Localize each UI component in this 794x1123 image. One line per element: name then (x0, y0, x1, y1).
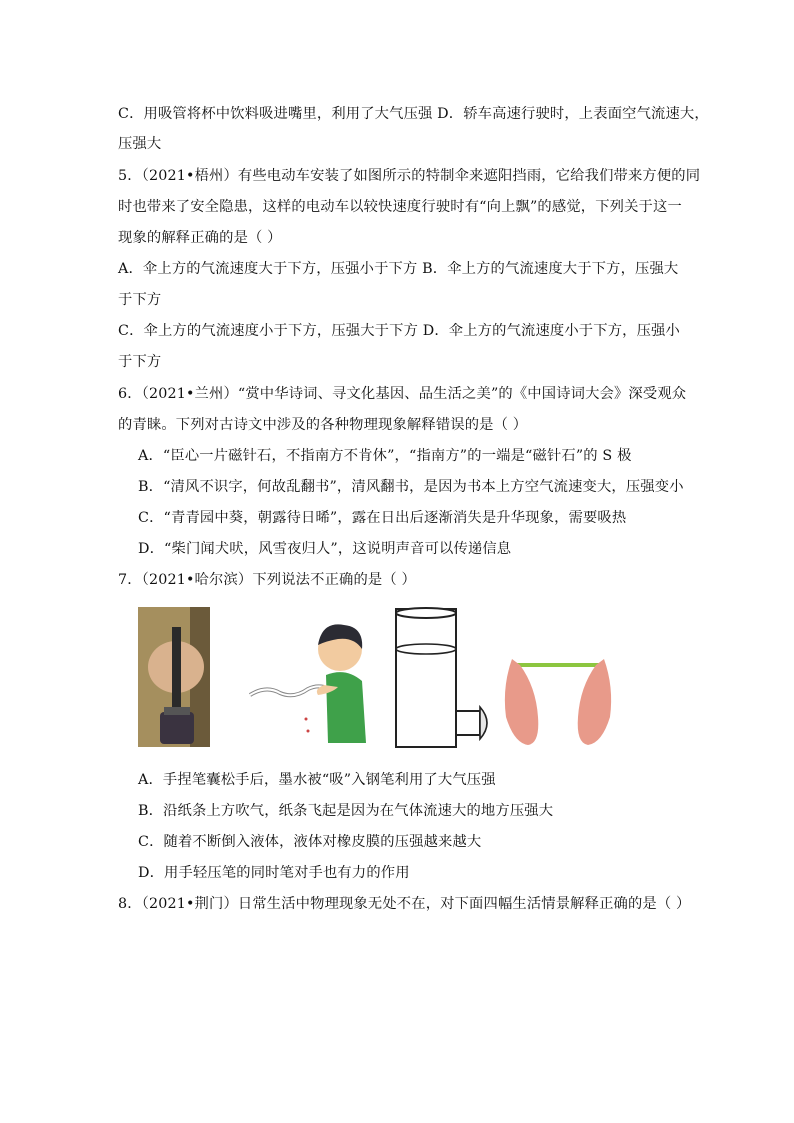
question-6-option-c: C．“青青园中葵，朝露待日晞”，露在日出后逐渐消失是升华现象，需要吸热 (138, 510, 627, 526)
question-5-option-ab: A．伞上方的气流速度大于下方，压强小于下方 B．伞上方的气流速度大于下方，压强大 (118, 261, 679, 277)
question-6-option-a: A．“臣心一片磁针石，不指南方不肯休”，“指南方”的一端是“磁针石”的 S 极 (138, 448, 632, 464)
pen-hand-illustration (138, 607, 210, 747)
liquid-container-illustration (392, 607, 492, 751)
question-5-option-b-cont: 于下方 (118, 292, 162, 308)
fountain-pen-photo (138, 607, 210, 747)
question-5-stem-2: 时也带来了安全隐患，这样的电动车以较快速度行驶时有“向上飘”的感觉，下列关于这一 (118, 199, 682, 215)
question-4-option-d-cont: 压强大 (118, 136, 162, 152)
question-5-stem-3: 现象的解释正确的是（ ） (118, 230, 282, 246)
question-6-stem-1: 6．（2021•兰州）“赏中华诗词、寻文化基因、品生活之美”的《中国诗词大会》深受观众 (118, 386, 687, 402)
hands-pressing-pencil-illustration (498, 647, 618, 751)
question-7-stem: 7．（2021•哈尔滨）下列说法不正确的是（ ） (118, 572, 416, 588)
question-5-option-cd: C．伞上方的气流速度小于下方，压强大于下方 D．伞上方的气流速度小于下方，压强小 (118, 323, 680, 339)
question-7-option-b: B．沿纸条上方吹气，纸条飞起是因为在气体流速大的地方压强大 (138, 803, 554, 819)
question-7-figures (138, 607, 618, 751)
question-8-stem: 8．（2021•荆门）日常生活中物理现象无处不在，对下面四幅生活情景解释正确的是（ ） (118, 896, 691, 912)
question-6-option-d: D．“柴门闻犬吠，风雪夜归人”，这说明声音可以传递信息 (138, 541, 512, 557)
question-7-option-d: D．用手轻压笔的同时笔对手也有力的作用 (138, 865, 410, 881)
question-4-option-cd: C．用吸管将杯中饮料吸进嘴里，利用了大气压强 D．轿车高速行驶时，上表面空气流速大， (118, 106, 709, 122)
question-5-option-d-cont: 于下方 (118, 354, 162, 370)
question-6-option-b: B．“清风不识字，何故乱翻书”，清风翻书，是因为书本上方空气流速变大，压强变小 (138, 479, 684, 495)
question-5-stem-1: 5．（2021•梧州）有些电动车安装了如图所示的特制伞来遮阳挡雨，它给我们带来方便的同 (118, 168, 701, 184)
question-6-stem-2: 的青睐。下列对古诗文中涉及的各种物理现象解释错误的是（ ） (118, 417, 528, 433)
boy-blowing-paper-illustration (246, 615, 386, 747)
question-7-option-c: C．随着不断倒入液体，液体对橡皮膜的压强越来越大 (138, 834, 482, 850)
question-7-option-a: A．手捏笔囊松手后，墨水被“吸”入钢笔利用了大气压强 (138, 772, 496, 788)
